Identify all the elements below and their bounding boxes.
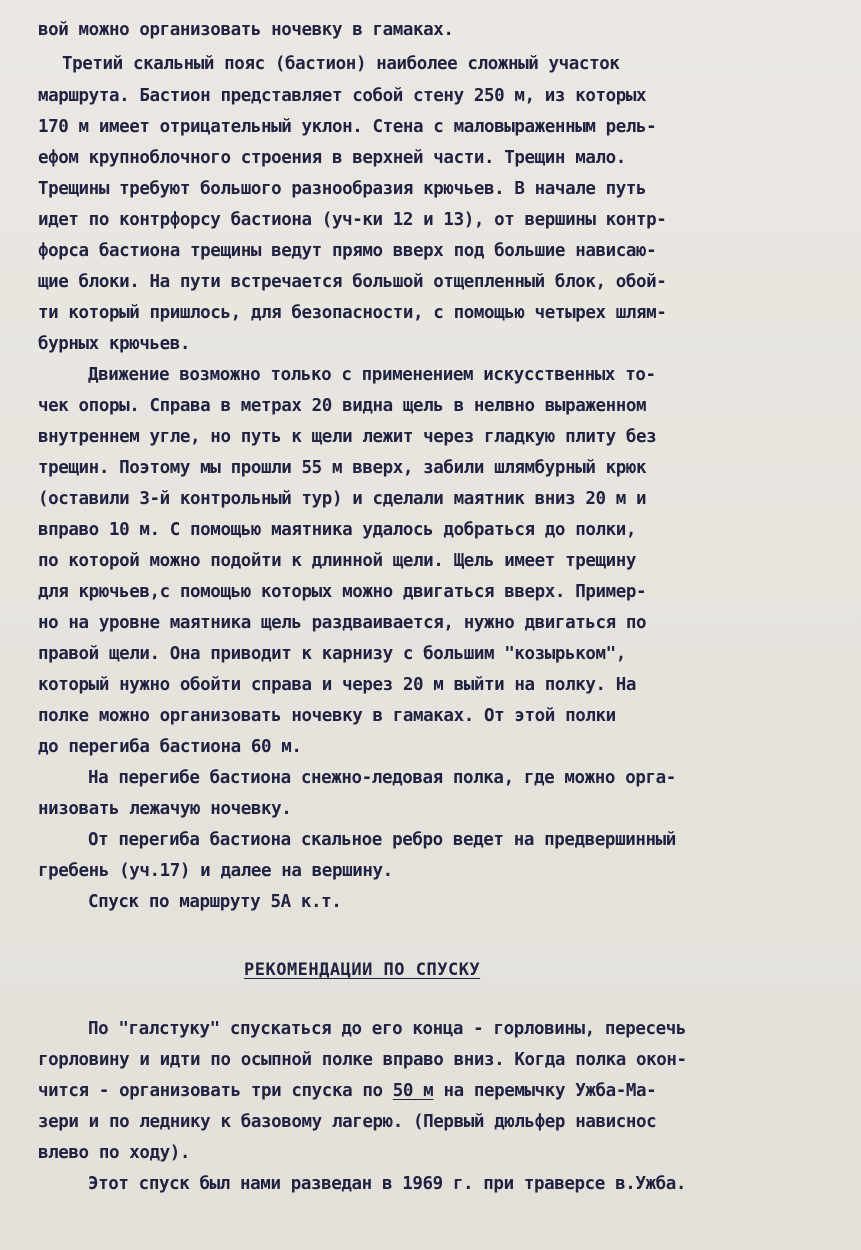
text-line: внутреннем угле, но путь к щели лежит через гладкую плиту без — [38, 427, 657, 447]
paragraph-start: Спуск по маршруту 5А к.т. — [88, 892, 342, 912]
text-fragment: чится - организовать три спуска по — [38, 1081, 393, 1101]
paragraph-start: Третий скальный пояс (бастион) наиболее сложный участок — [62, 54, 620, 74]
paragraph-start: По "галстуку" спускаться до его конца - горловины, пересечь — [88, 1019, 687, 1039]
text-fragment: на перемычку Ужба-Ма- — [433, 1081, 657, 1101]
text-line: до перегиба бастиона 60 м. — [38, 737, 302, 757]
text-line: ефом крупноблочного строения в верхней части. Трещин мало. — [38, 148, 626, 168]
text-line: который нужно обойти справа и через 20 м выйти на полку. На — [38, 675, 637, 695]
text-line: вправо 10 м. С помощью маятника удалось добраться до полки, — [38, 520, 637, 540]
text-line: низовать лежачую ночевку. — [38, 799, 292, 819]
text-line — [38, 1079, 828, 1103]
text-line: чек опоры. Справа в метрах 20 видна щель в нелвно выраженном — [38, 396, 647, 416]
text-line: для крючьев,с помощью которых можно двигаться вверх. Пример- — [38, 582, 647, 602]
text-line: вой можно организовать ночевку в гамаках. — [38, 20, 454, 40]
text-line: форса бастиона трещины ведут прямо вверх под большие нависаю- — [38, 241, 657, 261]
paragraph-start: На перегибе бастиона снежно-ледовая полка, где можно орга- — [88, 768, 676, 788]
text-line: зери и по леднику к базовому лагерю. (Первый дюльфер нависнос — [38, 1112, 657, 1132]
text-line: щие блоки. На пути встречается большой отщепленный блок, обой- — [38, 272, 667, 292]
text-line: полке можно организовать ночевку в гамаках. От этой полки — [38, 706, 616, 726]
section-heading: РЕКОМЕНДАЦИИ ПО СПУСКУ — [244, 960, 481, 980]
text-line: влево по ходу). — [38, 1143, 191, 1163]
text-line: 170 м имеет отрицательный уклон. Стена с маловыраженным рель- — [38, 117, 657, 137]
text-line: ти который пришлось, для безопасности, с помощью четырех шлям- — [38, 303, 667, 323]
paragraph-start: Движение возможно только с применением искусственных то- — [88, 365, 656, 385]
text-line: гребень (уч.17) и далее на вершину. — [38, 861, 393, 881]
text-line: правой щели. Она приводит к карнизу с большим "козырьком", — [38, 644, 626, 664]
text-line: Трещины требуют большого разнообразия крючьев. В начале путь — [38, 179, 647, 199]
text-line: бурных крючьев. — [38, 334, 191, 354]
text-line: трещин. Поэтому мы прошли 55 м вверх, забили шлямбурный крюк — [38, 458, 647, 478]
text-line: горловину и идти по осыпной полке вправо вниз. Когда полка окон- — [38, 1050, 687, 1070]
rappel-length: 50 м — [392, 1081, 434, 1101]
text-line: (оставили 3-й контрольный тур) и сделали маятник вниз 20 м и — [38, 489, 647, 509]
text-line: но на уровне маятника щель раздваивается, нужно двигаться по — [38, 613, 647, 633]
text-line: маршрута. Бастион представляет собой стену 250 м, из которых — [38, 86, 647, 106]
paragraph-start: Этот спуск был нами разведан в 1969 г. при траверсе в.Ужба. — [88, 1174, 687, 1194]
text-line: по которой можно подойти к длинной щели. Щель имеет трещину — [38, 551, 637, 571]
text-line: идет по контрфорсу бастиона (уч-ки 12 и 13), от вершины контр- — [38, 210, 667, 230]
paragraph-start: От перегиба бастиона скальное ребро ведет на предвершинный — [88, 830, 676, 850]
